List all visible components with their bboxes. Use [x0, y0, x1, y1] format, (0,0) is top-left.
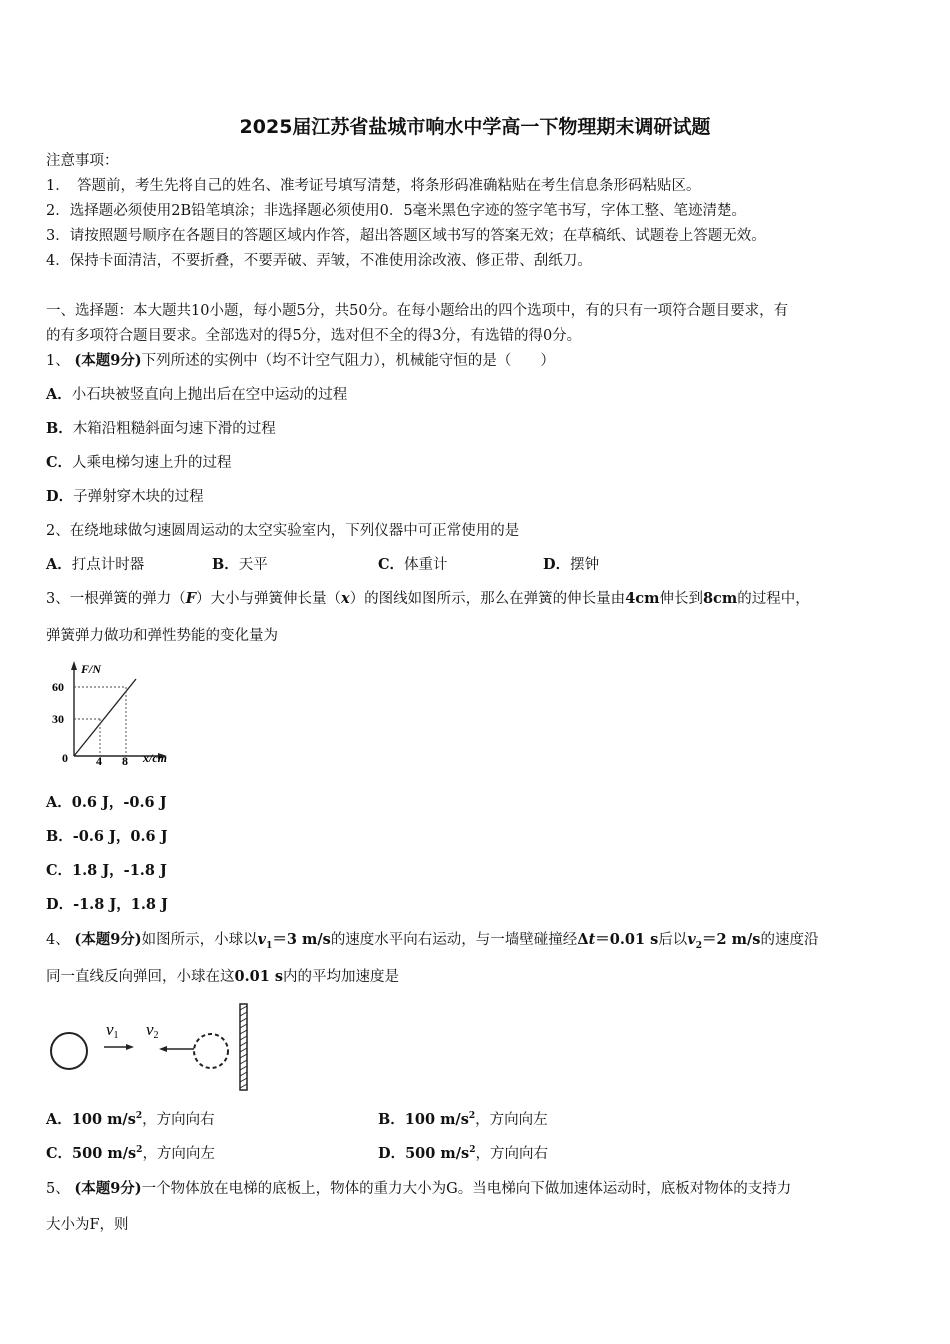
- ball-after: [194, 1034, 228, 1068]
- q1-tag: (本题9分): [74, 352, 142, 369]
- q2-option-a: A．打点计时器: [46, 556, 145, 573]
- v2-label: v2: [146, 1020, 159, 1041]
- q4-option-b: B．100 $m/s^2$，方向向左: [378, 1111, 548, 1128]
- notice-item: 4．保持卡面清洁，不要折叠，不要弄破、弄皱，不准使用涂改液、修正带、刮纸刀。: [46, 253, 592, 269]
- q3-stem-line2: 弹簧弹力做功和弹性势能的变化量为: [46, 628, 278, 644]
- q3-option-d: D．-1.8 J，1.8 J: [46, 896, 168, 913]
- notice-heading: 注意事项：: [46, 153, 119, 169]
- y-tick-30: 30: [52, 712, 64, 726]
- q4-stem-line1: 4、 (本题9分)如图所示，小球以$v_1=3$ m/s的速度水平向右运动，与一墙壁碰撞经Δt＝0.01 s后以$v_2=2$ m/s的速度沿: [46, 931, 819, 951]
- q4-stem-line2: 同一直线反向弹回，小球在这0.01 s内的平均加速度是: [46, 968, 400, 985]
- q5-stem-line1: 5、 (本题9分)一个物体放在电梯的底板上，物体的重力大小为G。当电梯向下做加速体运动时，底板对物体的支持力: [46, 1180, 792, 1197]
- y-axis-arrow: [71, 661, 77, 670]
- v1-arrow-head: [126, 1044, 134, 1050]
- q3-option-b: B．-0.6 J，0.6 J: [46, 828, 168, 845]
- q1-stem-text: 下列所述的实例中（均不计空气阻力），机械能守恒的是（ ）: [141, 353, 555, 369]
- v2-arrow-head: [159, 1046, 167, 1052]
- data-line: [74, 679, 136, 756]
- x-tick-4: 4: [96, 754, 102, 768]
- x-axis-label: x/cm: [143, 751, 167, 765]
- origin-label: 0: [62, 751, 68, 765]
- wall: [240, 1004, 247, 1090]
- notice-item: 2．选择题必须使用2B铅笔填涂；非选择题必须使用0．5毫米黑色字迹的签字笔书写，字体工整、笔迹清楚。: [46, 203, 747, 219]
- q4-option-c: C．500 $m/s^2$，方向向左: [46, 1145, 215, 1162]
- notice-item: 3．请按照题号顺序在各题目的答题区域内作答，超出答题区域书写的答案无效；在草稿纸、试题卷上答题无效。: [46, 228, 766, 244]
- ball-before: [51, 1033, 87, 1069]
- section-intro-line: 一、选择题：本大题共10小题，每小题5分，共50分。在每小题给出的四个选项中，有的只有一项符合题目要求，有: [46, 303, 789, 319]
- q3-force-extension-graph: [44, 658, 184, 770]
- v1-label: v1: [106, 1020, 119, 1041]
- q2-option-c: C．体重计: [378, 556, 448, 573]
- q2-stem: 2、在绕地球做匀速圆周运动的太空实验室内，下列仪器中可正常使用的是: [46, 523, 520, 539]
- q1-option-a: A．小石块被竖直向上抛出后在空中运动的过程: [46, 386, 348, 403]
- q4-ball-wall-figure: [44, 1000, 264, 1096]
- q1-option-d: D．子弹射穿木块的过程: [46, 488, 204, 505]
- y-axis-label: F/N: [81, 662, 102, 676]
- q4-option-d: D．500 $m/s^2$，方向向右: [378, 1145, 548, 1162]
- q3-option-a: A．0.6 J，-0.6 J: [46, 794, 167, 811]
- q3-option-c: C．1.8 J，-1.8 J: [46, 862, 167, 879]
- q4-option-a: A．100 $m/s^2$，方向向右: [46, 1111, 215, 1128]
- x-tick-8: 8: [122, 754, 128, 768]
- notice-item: 1． 答题前，考生先将自己的姓名、准考证号填写清楚，将条形码准确粘贴在考生信息条形码粘贴区。: [46, 178, 701, 194]
- q2-option-b: B．天平: [212, 556, 268, 573]
- q1-option-c: C．人乘电梯匀速上升的过程: [46, 454, 232, 471]
- q1-option-b: B．木箱沿粗糙斜面匀速下滑的过程: [46, 420, 276, 437]
- q3-stem-line1: 3、一根弹簧的弹力（F）大小与弹簧伸长量（x）的图线如图所示，那么在弹簧的伸长量由4cm伸长到8cm的过程中，: [46, 590, 810, 607]
- y-tick-60: 60: [52, 680, 64, 694]
- q2-option-d: D．摆钟: [543, 556, 600, 573]
- q1-stem: [46, 351, 555, 371]
- section-intro-line: 的有多项符合题目要求。全部选对的得5分，选对但不全的得3分，有选错的得0分。: [46, 328, 582, 344]
- page-title: 2025届江苏省盐城市响水中学高一下物理期末调研试题: [239, 116, 711, 138]
- q1-number: 1、: [46, 353, 70, 369]
- q5-stem-line2: 大小为F，则: [46, 1217, 129, 1233]
